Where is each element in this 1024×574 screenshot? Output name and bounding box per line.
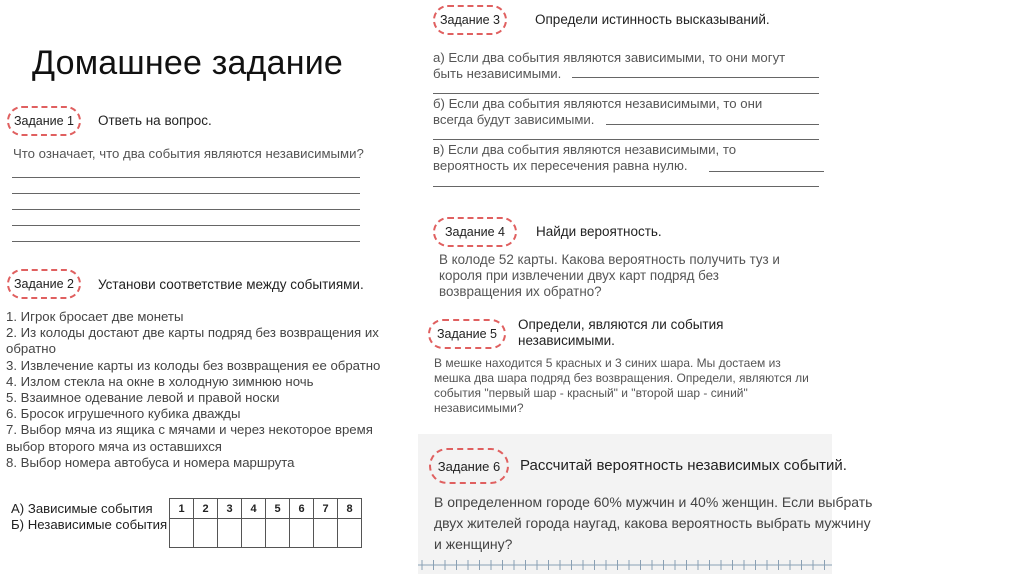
task1-badge: Задание 1 <box>7 106 81 136</box>
statement-a-line2: быть независимыми. <box>433 66 562 81</box>
task5-line: мешка два шара подряд без возвращения. Определи, являются ли <box>434 371 809 385</box>
table-header-cell: 5 <box>266 499 290 519</box>
task5-title-line1: Определи, являются ли события <box>518 317 724 332</box>
answer-cell[interactable] <box>194 519 218 548</box>
task3-badge: Задание 3 <box>433 5 507 35</box>
task6-line: и женщину? <box>434 536 513 552</box>
list-item: 6. Бросок игрушечного кубика дважды <box>6 406 241 422</box>
list-item: 8. Выбор номера автобуса и номера маршрута <box>6 454 295 470</box>
statement-b-line2: всегда будут зависимыми. <box>433 112 595 127</box>
task5-line: независимыми? <box>434 401 524 415</box>
table-header-cell: 7 <box>314 499 338 519</box>
table-header-cell: 3 <box>218 499 242 519</box>
task4-badge: Задание 4 <box>433 217 517 247</box>
answer-cell[interactable] <box>314 519 338 548</box>
task1-question: Что означает, что два события являются независимыми? <box>13 146 364 161</box>
statement-b-line1: б) Если два события являются независимыми, то они <box>433 96 763 111</box>
task2-event-list <box>6 309 380 471</box>
answer-line[interactable] <box>433 93 819 94</box>
list-item: обратно <box>6 341 56 357</box>
table-header-cell: 6 <box>290 499 314 519</box>
list-item: 1. Игрок бросает две монеты <box>6 309 184 324</box>
answer-cell[interactable] <box>290 519 314 548</box>
task5-line: В мешке находится 5 красных и 3 синих шара. Мы достаем из <box>434 356 781 370</box>
answer-line[interactable] <box>12 193 360 194</box>
task2-title: Установи соответствие между событиями. <box>98 277 364 292</box>
task6-line: двух жителей города наугад, какова вероятность выбрать мужчину <box>434 515 871 531</box>
statement-a-line1: а) Если два события являются зависимыми, то они могут <box>433 50 786 65</box>
task5-badge: Задание 5 <box>428 319 506 349</box>
task5-title-line2: независимыми. <box>518 333 615 348</box>
answer-line[interactable] <box>606 124 819 125</box>
statement-c-line1: в) Если два события являются независимыми, то <box>433 142 737 157</box>
task6-badge: Задание 6 <box>429 448 509 484</box>
list-item: 3. Извлечение карты из колоды без возвращения ее обратно <box>6 357 381 373</box>
option-a-label: А) Зависимые события <box>11 501 153 516</box>
answer-line[interactable] <box>12 209 360 210</box>
list-item: 4. Излом стекла на окне в холодную зимнюю ночь <box>6 373 314 389</box>
answer-cell[interactable] <box>242 519 266 548</box>
answer-line[interactable] <box>12 225 360 226</box>
task4-title: Найди вероятность. <box>536 224 662 239</box>
answer-line[interactable] <box>12 177 360 178</box>
list-item: выбор второго мяча из оставшихся <box>6 438 222 454</box>
answer-line[interactable] <box>709 171 824 172</box>
table-header-cell: 2 <box>194 499 218 519</box>
task4-line: короля при извлечении двух карт подряд без <box>439 268 719 283</box>
list-item: 7. Выбор мяча из ящика с мячами и через некоторое время <box>6 422 373 438</box>
answer-table <box>169 498 362 548</box>
task4-line: возвращения их обратно? <box>439 284 602 299</box>
answer-line-ruler[interactable] <box>418 559 832 571</box>
answer-cell[interactable] <box>170 519 194 548</box>
answer-line[interactable] <box>433 139 819 140</box>
task4-line: В колоде 52 карты. Какова вероятность получить туз и <box>439 252 780 267</box>
task2-badge: Задание 2 <box>7 269 81 299</box>
statement-c-line2: вероятность их пересечения равна нулю. <box>433 158 688 173</box>
task6-line: В определенном городе 60% мужчин и 40% женщин. Если выбрать <box>434 494 873 510</box>
answer-line[interactable] <box>572 77 819 78</box>
answer-line[interactable] <box>433 186 819 187</box>
answer-cell[interactable] <box>218 519 242 548</box>
page-title: Домашнее задание <box>32 44 344 82</box>
table-header-cell: 4 <box>242 499 266 519</box>
option-b-label: Б) Независимые события <box>11 517 168 532</box>
answer-cell[interactable] <box>266 519 290 548</box>
answer-line[interactable] <box>12 241 360 242</box>
task3-title: Определи истинность высказываний. <box>535 12 770 27</box>
answer-cell[interactable] <box>338 519 362 548</box>
task6-title: Рассчитай вероятность независимых событий. <box>520 457 847 474</box>
table-header-cell: 1 <box>170 499 194 519</box>
table-header-cell: 8 <box>338 499 362 519</box>
list-item: 2. Из колоды достают две карты подряд без возвращения их <box>6 325 379 341</box>
task1-title: Ответь на вопрос. <box>98 113 212 128</box>
task5-line: события "первый шар - красный" и "второй шар - синий" <box>434 386 748 400</box>
list-item: 5. Взаимное одевание левой и правой носки <box>6 390 280 406</box>
